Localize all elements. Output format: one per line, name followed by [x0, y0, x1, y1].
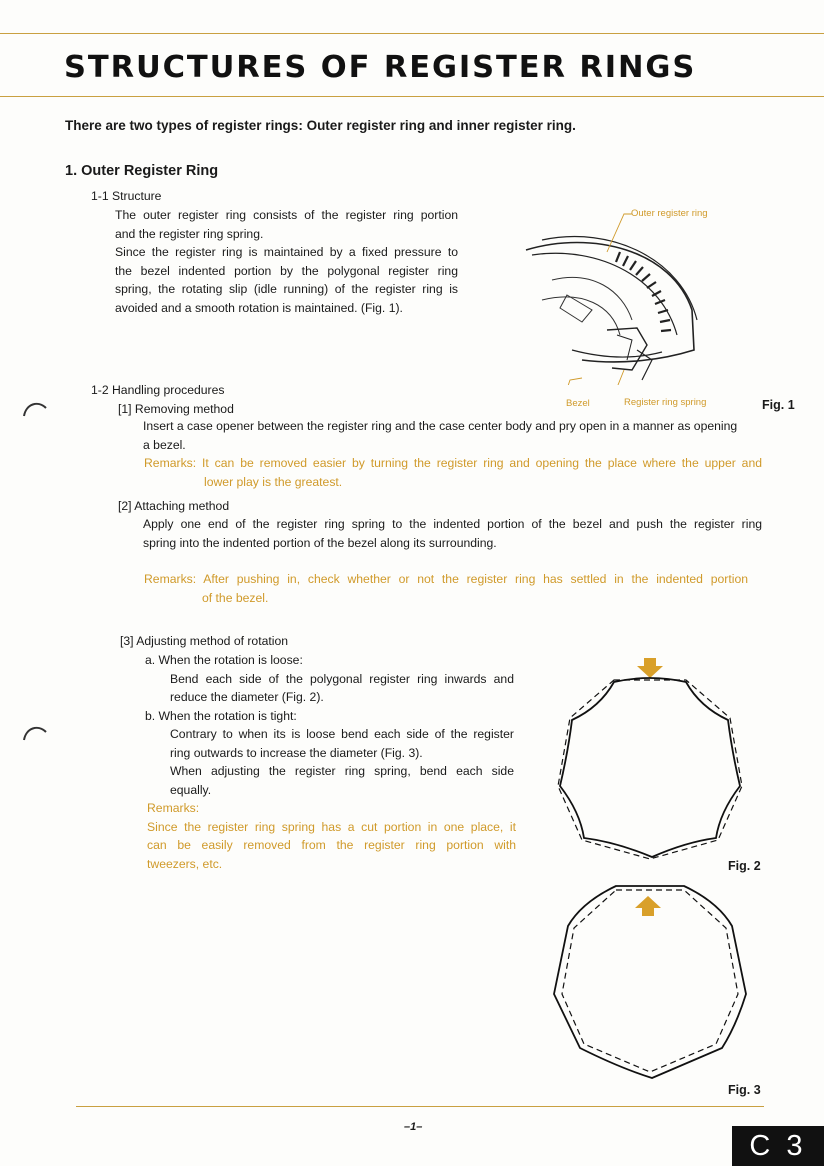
- handling-heading: 1-2 Handling procedures: [91, 383, 225, 397]
- removing-remarks: Remarks: It can be removed easier by turning the register ring and opening the place where the upper and: [144, 456, 762, 470]
- removing-line: Insert a case opener between the register ring and the case center body and pry open in a manner as opening: [143, 419, 738, 433]
- section-heading: 1. Outer Register Ring: [65, 163, 219, 179]
- binder-hole-mark: [20, 398, 50, 422]
- fig1-ring-ticks: [616, 252, 671, 331]
- page-title: STRUCTURES OF REGISTER RINGS: [64, 50, 697, 85]
- attaching-heading: [2] Attaching method: [118, 498, 230, 513]
- fig1-illustration: [512, 210, 762, 385]
- removing-line: a bezel.: [143, 437, 186, 452]
- fig3-illustration: [550, 878, 750, 1088]
- adjusting-a-line: Bend each side of the polygonal register ring inwards and: [170, 671, 514, 686]
- callout-outer-register-ring: Outer register ring: [631, 208, 708, 219]
- binder-hole-mark: [20, 722, 50, 746]
- structure-line: Since the register ring is maintained by a fixed pressure to: [115, 245, 458, 259]
- fig3-dashed-polygon: [562, 890, 738, 1072]
- section-code-badge: C 3: [732, 1126, 824, 1166]
- adjusting-b-line: ring outwards to increase the diameter (Fig. 3).: [170, 745, 423, 760]
- adjusting-a-line: reduce the diameter (Fig. 2).: [170, 690, 324, 704]
- adjusting-b-line: When adjusting the register ring spring, bend each side: [170, 764, 514, 778]
- attaching-remarks: of the bezel.: [202, 591, 269, 605]
- structure-line: the bezel indented portion by the polygonal register ring: [115, 263, 458, 278]
- title-underline: [0, 96, 824, 97]
- fig1-label: Fig. 1: [762, 398, 795, 412]
- fig2-label: Fig. 2: [728, 859, 761, 873]
- fig3-arrow-up-icon: [635, 896, 661, 916]
- adjusting-remarks-heading: Remarks:: [147, 801, 200, 815]
- attaching-remarks: Remarks: After pushing in, check whether or not the register ring has settled in the indented portion: [144, 572, 748, 586]
- fig2-solid-polygon: [560, 678, 740, 857]
- adjusting-heading: [3] Adjusting method of rotation: [120, 634, 289, 648]
- callout-register-ring-spring: Register ring spring: [624, 397, 707, 408]
- fig1-bezel-outline: [526, 243, 694, 362]
- removing-remarks: lower play is the greatest.: [204, 474, 343, 489]
- fig2-illustration: [550, 652, 750, 862]
- removing-heading: [1] Removing method: [118, 401, 234, 416]
- structure-line: and the register ring spring.: [115, 226, 264, 241]
- fig3-label: Fig. 3: [728, 1083, 761, 1097]
- attaching-line: Apply one end of the register ring spring to the indented portion of the bezel and push the register ring: [143, 517, 762, 531]
- adjusting-a-heading: a. When the rotation is loose:: [145, 653, 303, 667]
- adjusting-remarks: can be easily removed from the register ring portion with: [147, 838, 516, 852]
- structure-line: spring, the rotating slip (idle running) of the register ring is: [115, 282, 458, 296]
- adjusting-b-line: equally.: [170, 782, 212, 797]
- adjusting-remarks: Since the register ring spring has a cut portion in one place, it: [147, 819, 516, 834]
- adjusting-b-line: Contrary to when its is loose bend each side of the register: [170, 727, 514, 741]
- fig2-arrow-down-icon: [637, 658, 663, 678]
- adjusting-remarks: tweezers, etc.: [147, 856, 223, 871]
- structure-line: avoided and a smooth rotation is maintained. (Fig. 1).: [115, 300, 403, 315]
- intro-text: There are two types of register rings: Outer register ring and inner register ring.: [65, 118, 576, 133]
- page-number: –1–: [404, 1121, 423, 1133]
- adjusting-b-heading: b. When the rotation is tight:: [145, 708, 297, 723]
- structure-line: The outer register ring consists of the register ring portion: [115, 208, 458, 222]
- top-rule: [0, 33, 824, 34]
- structure-heading: 1-1 Structure: [91, 189, 162, 203]
- callout-bezel: Bezel: [566, 398, 590, 409]
- attaching-line: spring into the indented portion of the bezel along its surrounding.: [143, 535, 497, 550]
- footer-rule: [76, 1106, 764, 1107]
- fig2-dashed-polygon: [558, 680, 742, 859]
